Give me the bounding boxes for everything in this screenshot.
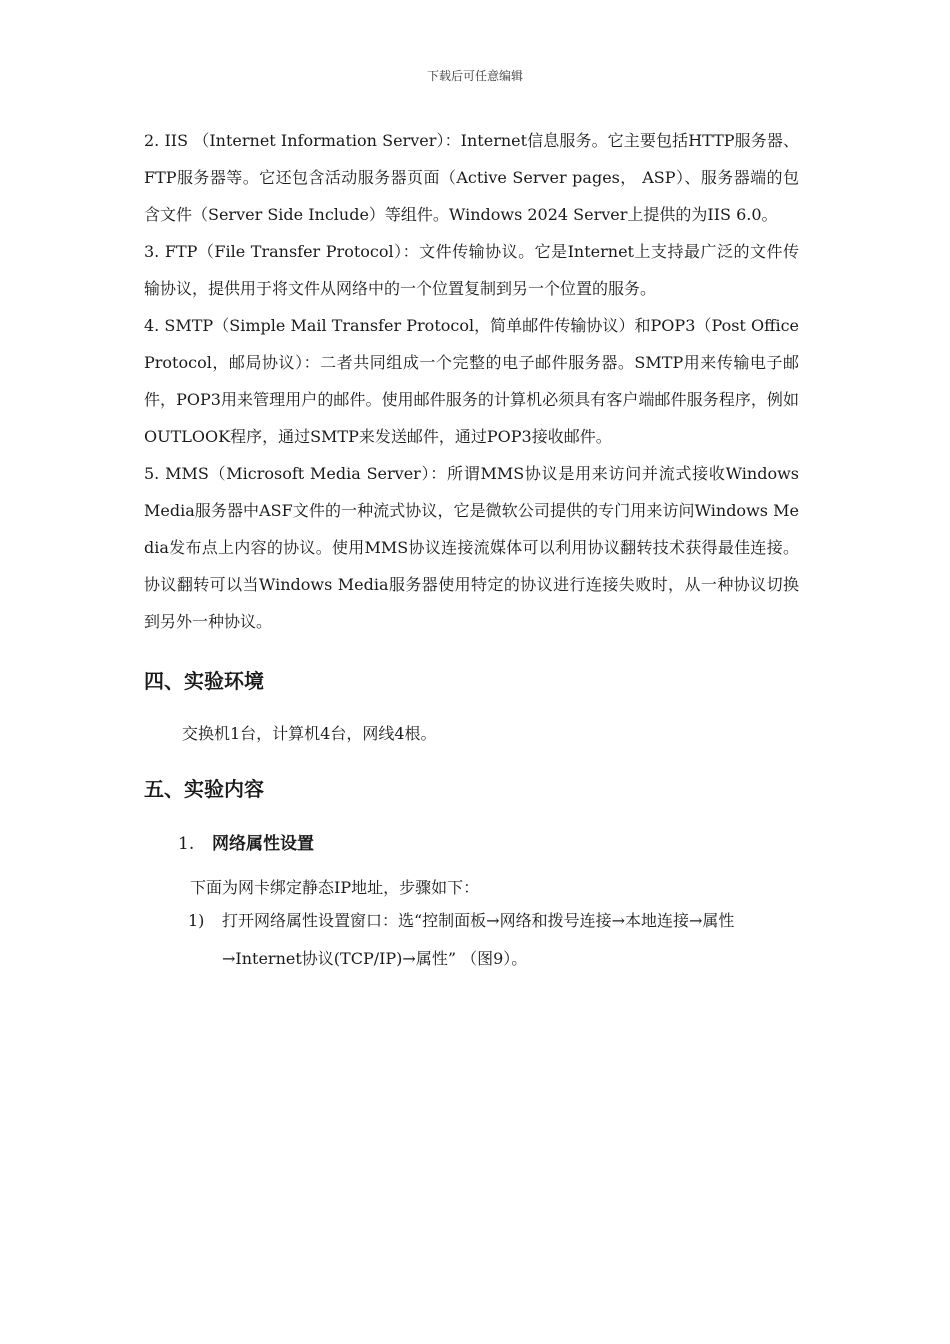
section-4-title: 四、实验环境 [144,669,264,693]
item-ftp: 3. FTP（File Transfer Protocol）：文件传输协议。它是Internet上支持最广泛的文件传输协议，提供用于将文件从网络中的一个位置复制到另一个位置的服务。 [144,242,799,298]
section-5-title: 五、实验内容 [144,777,264,801]
item-iis: 2. IIS （Internet Information Server）：Internet信息服务。它主要包括HTTP服务器、FTP服务器等。它还包含活动服务器页面（Active Server pages， ASP）、服务器端的包含文件（Server Side Include）等组件。Windows 2024 Server上提供的为IIS 6.0。 [144,131,799,224]
document-body [144,122,799,978]
item-smtp: 4. SMTP（Simple Mail Transfer Protocol，简单邮件传输协议）和POP3（Post Office Protocol，邮局协议）：二者共同组成一个完整的电子邮件服务器。SMTP用来传输电子邮件，POP3用来管理用户的邮件。使用邮件服务的计算机必须具有客户端邮件服务程序，例如OUTLOOK程序，通过SMTP来发送邮件，通过POP3接收邮件。 [144,316,799,446]
item-mms: 5. MMS（Microsoft Media Server）：所谓MMS协议是用来访问并流式接收Windows Media服务器中ASF文件的一种流式协议，它是微软公司提供的专门用来访问Windows Media发布点上内容的协议。使用MMS协议连接流媒体可以利用协议翻转技术获得最佳连接。协议翻转可以当Windows Media服务器使用特定的协议进行连接失败时，从一种协议切换到另外一种协议。 [144,464,799,631]
subsection-number: 1. [178,834,195,854]
subsection-label: 网络属性设置 [212,834,314,854]
step-item [188,902,799,978]
step-text: 打开网络属性设置窗口：选“控制面板→网络和拨号连接→本地连接→属性→Internet协议(TCP/IP)→属性” （图9）。 [222,911,735,968]
page-header-note: 下载后可任意编辑 [426,69,523,83]
subsection-title [178,830,799,858]
section-4-text: 交换机1台，计算机4台，网线4根。 [182,724,437,743]
section-5-intro: 下面为网卡绑定静态IP地址，步骤如下： [190,878,480,897]
step-number: 1) [188,911,205,930]
